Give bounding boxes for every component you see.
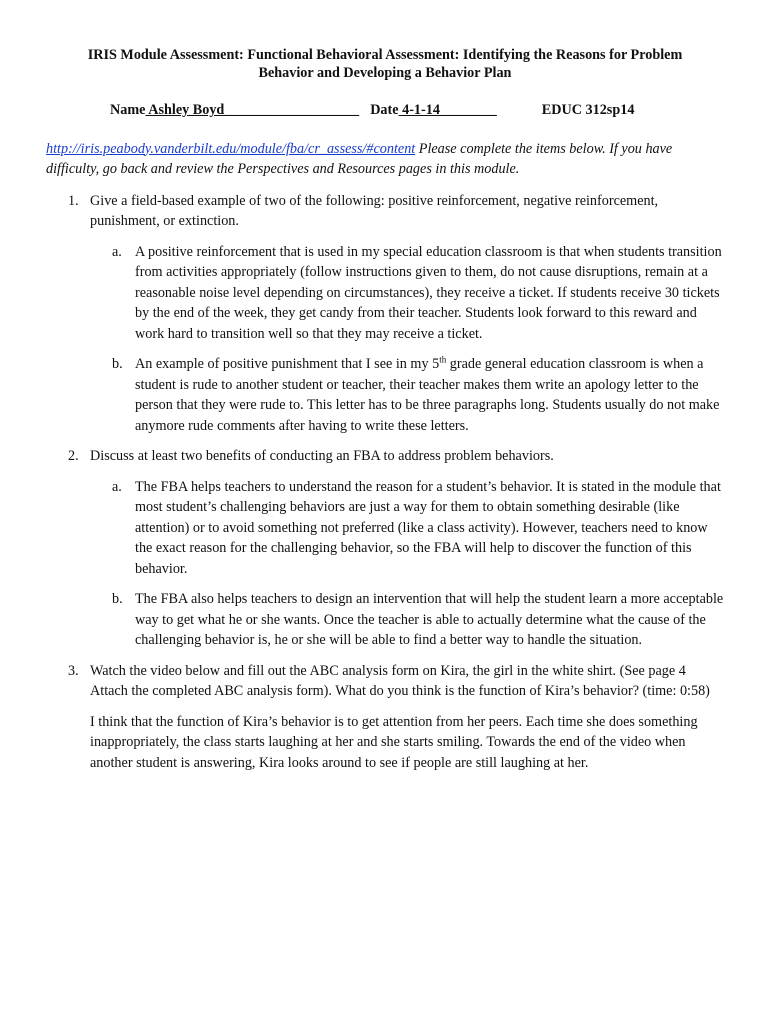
student-info-line xyxy=(110,100,724,121)
course-code: EDUC 312sp14 xyxy=(541,102,635,118)
question-text: Watch the video below and fill out the ABC analysis form on Kira, the girl in the white shirt. (See page 4 Attach the completed ABC analysis form). What do you think is the function of Kira’s behavior? (time: 0:58) xyxy=(90,662,710,699)
answer-text: The FBA helps teachers to understand the reason for a student’s behavior. It is stated in the module that most student’s challenging behaviors are just a way for them to obtain something desirable (like attention) or to avoid something not preferred (like a class activity). However, teachers need to know the exact reason for the challenging behavior, so the FBA will help to discover the function of this behavior. xyxy=(135,478,721,577)
answer-letter: b. xyxy=(112,356,123,372)
name-value: Ashley Boyd___________________ xyxy=(145,102,360,118)
question-text: Give a field-based example of two of the following: positive reinforcement, negative reinforcement, punishment, or extinction. xyxy=(90,192,659,229)
document-title xyxy=(46,46,724,82)
question-3 xyxy=(46,661,724,774)
answer-3: I think that the function of Kira’s behavior is to get attention from her peers. Each time she does something inappropriately, the class starts laughing at her and she starts smiling. Towards the end of the video when another student is answering, Kira looks around to see if people are still laughing at her. xyxy=(90,713,698,771)
answer-text: The FBA also helps teachers to design an intervention that will help the student learn a more acceptable way to get what he or she wants. Once the teacher is able to actually determine what the cause of the challenging behavior is, he or she will be able to find a better way to handle the situation. xyxy=(135,591,724,648)
question-number: 1. xyxy=(68,192,79,209)
answer-1b xyxy=(90,354,724,436)
answer-1a xyxy=(90,242,724,345)
date-value: 4-1-14________ xyxy=(398,102,497,118)
answer-2a xyxy=(90,477,724,580)
question-2 xyxy=(46,446,724,651)
question-number: 3. xyxy=(68,662,79,679)
instructions-text: Please complete the items below. If you have difficulty, go back and review the Perspectives and Resources pages in this module. xyxy=(46,140,673,177)
instructions-paragraph xyxy=(46,139,724,180)
question-number: 2. xyxy=(68,448,79,464)
title-line-2: Behavior and Developing a Behavior Plan xyxy=(258,65,512,81)
answer-text: A positive reinforcement that is used in my special education classroom is that when students transition from activities appropriately (follow instructions given to them, do not cause disruptions, remain at a reasonable noise level depending on circumstances), they receive a ticket. If students receive 30 tickets by the end of the week, they get candy from their teacher. Students look forward to this reward and work hard to transition well so that they may receive a ticket. xyxy=(135,243,722,342)
answer-letter: a. xyxy=(112,243,122,260)
question-text: Discuss at least two benefits of conducting an FBA to address problem behaviors. xyxy=(90,448,554,464)
module-link[interactable]: http://iris.peabody.vanderbilt.edu/module/fba/cr_assess/#content xyxy=(46,140,416,157)
answer-text-part-2: grade general education classroom is when a student is rude to another student or teacher, their teacher makes them write an apology letter to the person that they were rude to. This letter has to be three paragraphs long. Students usually do not make anymore rude comments after having to write these letters. xyxy=(135,356,720,434)
date-label: Date xyxy=(370,102,399,118)
name-label: Name xyxy=(110,102,146,118)
answer-text xyxy=(135,354,724,436)
ordinal-superscript: th xyxy=(439,354,447,365)
question-1 xyxy=(46,191,724,437)
title-line-1: IRIS Module Assessment: Functional Behavioral Assessment: Identifying the Reasons for Problem xyxy=(87,47,683,63)
answer-letter: b. xyxy=(112,591,123,607)
answer-text-part-1: An example of positive punishment that I see in my 5 xyxy=(135,356,440,372)
answer-2b xyxy=(90,589,724,651)
answer-letter: a. xyxy=(112,478,122,495)
